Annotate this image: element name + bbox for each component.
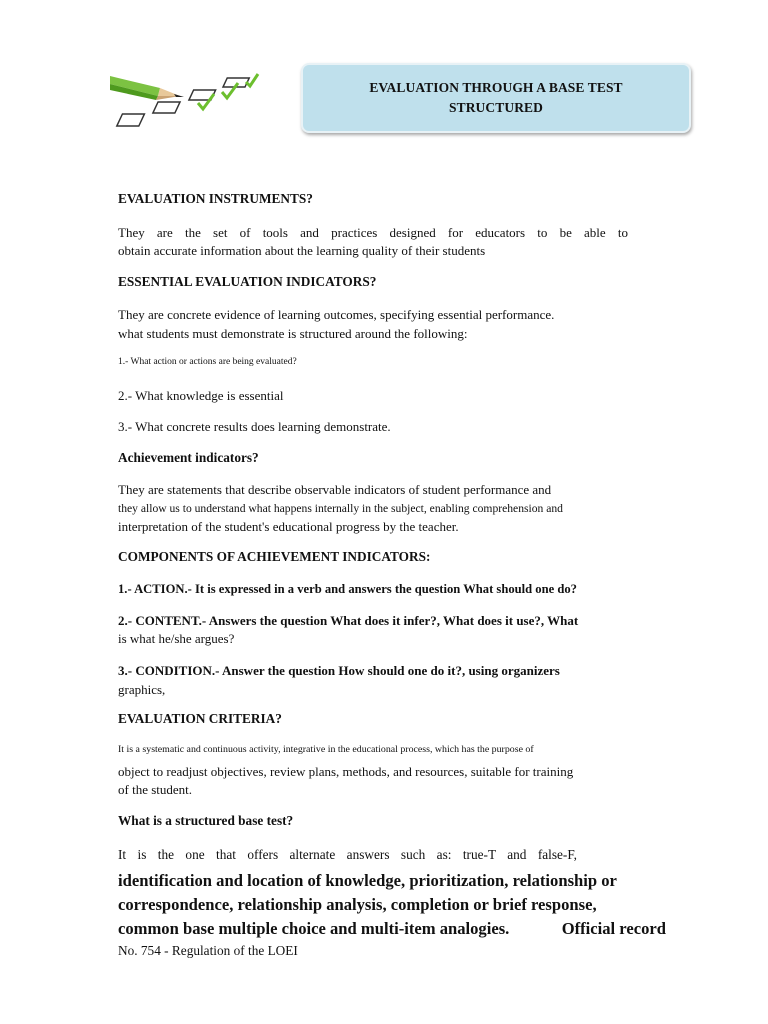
indicators-line-1: They are concrete evidence of learning outcomes, specifying essential performance. (118, 307, 555, 322)
base-test-heading: What is a structured base test? (118, 813, 294, 828)
achievement-line-2: they allow us to understand what happens internally in the subject, enabling comprehension and (118, 502, 563, 515)
component-condition-continued: graphics, (118, 682, 166, 697)
instruments-line-1: They are the set of tools and practices designed for educators to be able to (118, 225, 628, 240)
component-condition: 3.- CONDITION.- Answer the question How should one do it?, using organizers (118, 663, 560, 678)
components-heading: COMPONENTS OF ACHIEVEMENT INDICATORS: (118, 549, 431, 564)
base-test-line-4-main: common base multiple choice and multi-item analogies. (118, 919, 510, 938)
base-test-line-5: No. 754 - Regulation of the LOEI (118, 943, 298, 958)
instruments-line-2: obtain accurate information about the learning quality of their students (118, 243, 486, 258)
component-content-continued: is what he/she argues? (118, 631, 235, 646)
base-test-line-2: identification and location of knowledge, prioritization, relationship or (118, 871, 617, 890)
base-test-line-4 (118, 917, 666, 941)
indicators-line-2: what students must demonstrate is structured around the following: (118, 326, 468, 341)
component-action: 1.- ACTION.- It is expressed in a verb and answers the question What should one do? (118, 582, 577, 596)
indicator-item-1: 1.- What action or actions are being evaluated? (118, 357, 297, 367)
base-test-line-4-tail: Official record (561, 919, 666, 938)
base-test-line-1: It is the one that offers alternate answers such as: true-T and false-F, (118, 847, 577, 862)
indicator-item-2: 2.- What knowledge is essential (118, 388, 284, 403)
checklist-pencil-logo (110, 72, 262, 132)
achievement-line-3: interpretation of the student's educational progress by the teacher. (118, 519, 459, 534)
indicator-item-3: 3.- What concrete results does learning demonstrate. (118, 419, 391, 434)
criteria-line-1: It is a systematic and continuous activity, integrative in the educational process, which has the purpose of (118, 744, 534, 755)
achievement-heading: Achievement indicators? (118, 450, 259, 465)
indicators-heading: ESSENTIAL EVALUATION INDICATORS? (118, 274, 377, 289)
criteria-heading: EVALUATION CRITERIA? (118, 711, 282, 726)
criteria-line-2: object to readjust objectives, review plans, methods, and resources, suitable for training (118, 764, 574, 779)
title-line-1: EVALUATION THROUGH A BASE TEST (369, 80, 623, 95)
base-test-line-3: correspondence, relationship analysis, completion or brief response, (118, 895, 597, 914)
component-content: 2.- CONTENT.- Answers the question What does it infer?, What does it use?, What (118, 613, 579, 628)
instruments-heading: EVALUATION INSTRUMENTS? (118, 191, 313, 206)
criteria-line-3: of the student. (118, 782, 193, 797)
document-title-box (301, 63, 691, 133)
title-line-2: STRUCTURED (448, 100, 544, 115)
achievement-line-1: They are statements that describe observable indicators of student performance and (118, 482, 552, 497)
